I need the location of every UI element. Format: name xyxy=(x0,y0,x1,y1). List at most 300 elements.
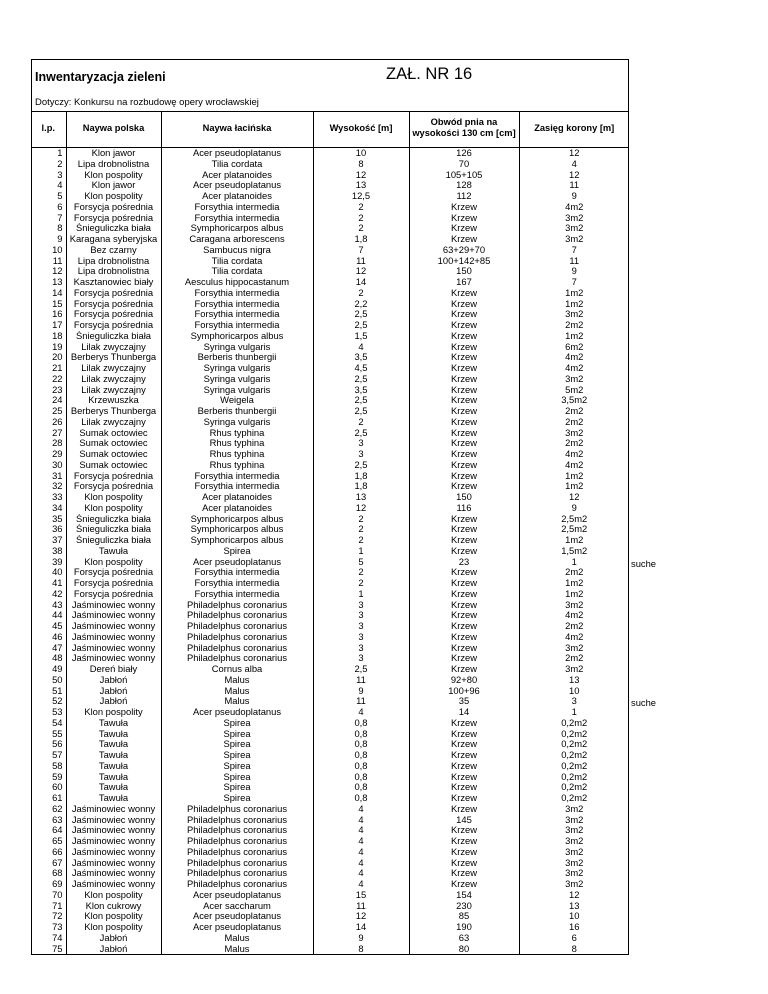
row-name-pl: Jaśminowiec wonny xyxy=(66,879,161,890)
row-girth: Krzew xyxy=(409,643,519,654)
row-girth: Krzew xyxy=(409,471,519,482)
row-lp: 39 xyxy=(52,556,63,567)
row-name-lat: Acer pseudoplatanus xyxy=(161,707,313,718)
row-lp: 74 xyxy=(52,932,63,943)
row-lp: 46 xyxy=(52,631,63,642)
row-crown: 9 xyxy=(519,266,629,277)
row-girth: Krzew xyxy=(409,793,519,804)
row-lp: 3 xyxy=(57,169,63,180)
row-crown: 3m2 xyxy=(519,600,629,611)
table-row xyxy=(31,804,629,815)
row-lp: 28 xyxy=(52,438,63,449)
row-name-pl: Jaśminowiec wonny xyxy=(66,610,161,621)
table-row xyxy=(31,256,629,267)
inventory-table xyxy=(31,111,629,954)
row-height: 15 xyxy=(313,890,409,901)
row-lp: 13 xyxy=(52,277,63,287)
row-lp: 57 xyxy=(52,750,63,760)
row-name-lat: Acer platanoides xyxy=(161,503,313,514)
row-name-lat: Syringa vulgaris xyxy=(161,417,313,428)
row-crown: 3m2 xyxy=(519,428,629,439)
row-height: 13 xyxy=(313,492,409,503)
row-crown: 0,2m2 xyxy=(519,772,629,783)
row-girth: 14 xyxy=(409,707,519,718)
row-girth: Krzew xyxy=(409,395,519,406)
row-lp: 12 xyxy=(52,266,63,277)
row-name-pl: Kasztanowiec biały xyxy=(66,277,161,288)
row-crown: 2,5m2 xyxy=(519,524,629,535)
col-header-height: Wysokość [m] xyxy=(313,111,409,145)
row-name-lat: Symphoricarpos albus xyxy=(161,535,313,546)
row-name-pl: Berberys Thunberga xyxy=(66,352,161,363)
row-name-lat: Spirea xyxy=(161,739,313,750)
row-name-pl: Jaśminowiec wonny xyxy=(66,825,161,836)
row-height: 2 xyxy=(313,288,409,299)
table-row xyxy=(31,449,629,460)
row-girth: 63 xyxy=(409,933,519,944)
row-height: 8 xyxy=(313,944,409,955)
row-girth: Krzew xyxy=(409,535,519,546)
row-name-pl: Klon pospolity xyxy=(66,911,161,922)
row-girth: Krzew xyxy=(409,546,519,557)
row-height: 14 xyxy=(313,922,409,933)
table-row xyxy=(31,438,629,449)
row-height: 10 xyxy=(313,148,409,159)
row-lp: 58 xyxy=(52,760,63,771)
row-lp: 32 xyxy=(52,481,63,492)
row-height: 0,8 xyxy=(313,739,409,750)
row-crown: 2m2 xyxy=(519,406,629,417)
row-name-lat: Philadelphus coronarius xyxy=(161,621,313,632)
row-name-lat: Acer saccharum xyxy=(161,901,313,912)
row-crown: 4 xyxy=(519,159,629,170)
row-name-pl: Forsycja pośrednia xyxy=(66,299,161,310)
table-row xyxy=(31,266,629,277)
row-name-pl: Śnieguliczka biała xyxy=(66,223,161,234)
row-lp: 29 xyxy=(52,449,63,459)
row-name-lat: Rhus typhina xyxy=(161,460,313,471)
row-girth: Krzew xyxy=(409,524,519,535)
row-girth: Krzew xyxy=(409,750,519,761)
row-name-lat: Philadelphus coronarius xyxy=(161,653,313,664)
row-name-lat: Philadelphus coronarius xyxy=(161,836,313,847)
row-name-lat: Acer platanoides xyxy=(161,170,313,181)
row-crown: 4m2 xyxy=(519,202,629,213)
row-name-lat: Tilia cordata xyxy=(161,266,313,277)
table-row xyxy=(31,309,629,320)
row-height: 1 xyxy=(313,589,409,600)
col-header-crown: Zasięg korony [m] xyxy=(519,111,629,145)
row-name-lat: Malus xyxy=(161,933,313,944)
row-girth: 128 xyxy=(409,180,519,191)
row-name-pl: Jaśminowiec wonny xyxy=(66,632,161,643)
row-height: 2 xyxy=(313,223,409,234)
row-name-pl: Jabłoń xyxy=(66,944,161,955)
row-name-lat: Philadelphus coronarius xyxy=(161,847,313,858)
row-lp: 11 xyxy=(52,255,63,266)
table-row xyxy=(31,299,629,310)
row-lp: 2 xyxy=(57,158,63,169)
row-girth: Krzew xyxy=(409,589,519,600)
row-crown: 2,5m2 xyxy=(519,514,629,525)
row-name-pl: Tawuła xyxy=(66,546,161,557)
row-crown: 16 xyxy=(519,922,629,933)
row-lp: 17 xyxy=(52,320,63,330)
row-crown: 3 xyxy=(519,696,629,707)
row-lp: 24 xyxy=(52,395,63,406)
row-girth: Krzew xyxy=(409,449,519,460)
row-height: 12 xyxy=(313,503,409,514)
row-height: 3 xyxy=(313,600,409,611)
row-lp: 40 xyxy=(52,567,63,578)
row-name-lat: Forsythia intermedia xyxy=(161,471,313,482)
row-crown: 13 xyxy=(519,901,629,912)
row-height: 1,8 xyxy=(313,481,409,492)
row-name-lat: Acer pseudoplatanus xyxy=(161,911,313,922)
row-name-lat: Acer pseudoplatanus xyxy=(161,180,313,191)
row-crown: 12 xyxy=(519,170,629,181)
row-lp: 15 xyxy=(52,298,63,309)
row-lp: 67 xyxy=(52,857,63,868)
row-height: 2 xyxy=(313,417,409,428)
table-row xyxy=(31,782,629,793)
row-girth: Krzew xyxy=(409,406,519,417)
row-height: 2 xyxy=(313,567,409,578)
row-lp: 37 xyxy=(52,535,63,545)
row-height: 2 xyxy=(313,514,409,525)
row-lp: 5 xyxy=(57,191,63,201)
row-lp: 52 xyxy=(52,696,63,707)
row-name-pl: Jaśminowiec wonny xyxy=(66,836,161,847)
table-row xyxy=(31,610,629,621)
row-name-lat: Forsythia intermedia xyxy=(161,202,313,213)
row-height: 4 xyxy=(313,879,409,890)
table-row xyxy=(31,858,629,869)
row-crown: 11 xyxy=(519,180,629,191)
row-name-lat: Berberis thunbergii xyxy=(161,352,313,363)
table-row xyxy=(31,428,629,439)
row-height: 0,8 xyxy=(313,729,409,740)
row-girth: Krzew xyxy=(409,772,519,783)
row-name-lat: Forsythia intermedia xyxy=(161,299,313,310)
row-name-pl: Klon pospolity xyxy=(66,707,161,718)
row-crown: 13 xyxy=(519,675,629,686)
row-name-lat: Philadelphus coronarius xyxy=(161,858,313,869)
row-lp: 20 xyxy=(52,352,63,363)
row-height: 0,8 xyxy=(313,782,409,793)
row-name-pl: Lipa drobnolistna xyxy=(66,256,161,267)
row-height: 3 xyxy=(313,653,409,664)
row-name-lat: Forsythia intermedia xyxy=(161,481,313,492)
row-girth: Krzew xyxy=(409,481,519,492)
row-name-pl: Lilak zwyczajny xyxy=(66,374,161,385)
row-name-pl: Śnieguliczka biała xyxy=(66,524,161,535)
row-girth: Krzew xyxy=(409,729,519,740)
row-name-lat: Spirea xyxy=(161,782,313,793)
row-name-pl: Dereń biały xyxy=(66,664,161,675)
row-remark: suche xyxy=(631,697,657,709)
row-crown: 1m2 xyxy=(519,535,629,546)
row-name-pl: Sumak octowiec xyxy=(66,460,161,471)
row-girth: Krzew xyxy=(409,621,519,632)
row-name-lat: Berberis thunbergii xyxy=(161,406,313,417)
table-row xyxy=(31,718,629,729)
row-name-pl: Forsycja pośrednia xyxy=(66,213,161,224)
table-row xyxy=(31,524,629,535)
row-name-pl: Karagana syberyjska xyxy=(66,234,161,245)
row-crown: 9 xyxy=(519,191,629,202)
row-height: 4 xyxy=(313,847,409,858)
row-crown: 7 xyxy=(519,277,629,288)
row-crown: 3,5m2 xyxy=(519,395,629,406)
row-name-pl: Jaśminowiec wonny xyxy=(66,600,161,611)
row-name-pl: Jaśminowiec wonny xyxy=(66,858,161,869)
row-height: 1,5 xyxy=(313,331,409,342)
row-name-lat: Acer pseudoplatanus xyxy=(161,557,313,568)
row-height: 13 xyxy=(313,180,409,191)
row-name-pl: Tawuła xyxy=(66,793,161,804)
row-height: 2 xyxy=(313,524,409,535)
row-crown: 1m2 xyxy=(519,578,629,589)
row-name-lat: Acer platanoides xyxy=(161,191,313,202)
row-girth: Krzew xyxy=(409,600,519,611)
table-row xyxy=(31,761,629,772)
table-row xyxy=(31,836,629,847)
row-lp: 25 xyxy=(52,406,63,416)
row-crown: 1m2 xyxy=(519,481,629,492)
row-name-pl: Sumak octowiec xyxy=(66,428,161,439)
row-girth: 63+29+70 xyxy=(409,245,519,256)
row-lp: 69 xyxy=(52,879,63,889)
row-crown: 9 xyxy=(519,503,629,514)
row-name-pl: Sumak octowiec xyxy=(66,449,161,460)
row-girth: 154 xyxy=(409,890,519,901)
row-girth: 35 xyxy=(409,696,519,707)
row-crown: 5m2 xyxy=(519,385,629,396)
row-name-lat: Rhus typhina xyxy=(161,449,313,460)
row-crown: 3m2 xyxy=(519,815,629,826)
table-row xyxy=(31,223,629,234)
table-row xyxy=(31,567,629,578)
row-girth: Krzew xyxy=(409,309,519,320)
row-lp: 70 xyxy=(52,889,63,900)
row-crown: 12 xyxy=(519,148,629,159)
row-name-lat: Forsythia intermedia xyxy=(161,309,313,320)
row-name-lat: Caragana arborescens xyxy=(161,234,313,245)
row-height: 2 xyxy=(313,202,409,213)
row-height: 11 xyxy=(313,696,409,707)
row-name-pl: Śnieguliczka biała xyxy=(66,535,161,546)
row-girth: 100+142+85 xyxy=(409,256,519,267)
row-crown: 4m2 xyxy=(519,632,629,643)
row-lp: 36 xyxy=(52,524,63,535)
row-girth: 112 xyxy=(409,191,519,202)
table-row xyxy=(31,331,629,342)
row-name-lat: Syringa vulgaris xyxy=(161,385,313,396)
row-name-lat: Malus xyxy=(161,696,313,707)
row-lp: 61 xyxy=(52,793,63,803)
table-row xyxy=(31,944,629,955)
row-height: 4 xyxy=(313,342,409,353)
row-name-lat: Sambucus nigra xyxy=(161,245,313,256)
row-crown: 1m2 xyxy=(519,299,629,310)
row-lp: 68 xyxy=(52,868,63,879)
row-name-pl: Jaśminowiec wonny xyxy=(66,653,161,664)
row-girth: Krzew xyxy=(409,761,519,772)
row-name-pl: Klon pospolity xyxy=(66,503,161,514)
row-lp: 14 xyxy=(52,287,63,298)
row-height: 2,5 xyxy=(313,309,409,320)
row-crown: 0,2m2 xyxy=(519,729,629,740)
row-lp: 53 xyxy=(52,707,63,717)
row-lp: 66 xyxy=(52,846,63,857)
table-row xyxy=(31,696,629,707)
row-name-lat: Symphoricarpos albus xyxy=(161,524,313,535)
row-name-pl: Klon pospolity xyxy=(66,557,161,568)
row-height: 7 xyxy=(313,245,409,256)
row-name-pl: Forsycja pośrednia xyxy=(66,202,161,213)
table-row xyxy=(31,793,629,804)
row-girth: Krzew xyxy=(409,363,519,374)
row-name-pl: Klon cukrowy xyxy=(66,901,161,912)
row-lp: 60 xyxy=(52,782,63,793)
row-name-lat: Acer platanoides xyxy=(161,492,313,503)
row-height: 3 xyxy=(313,643,409,654)
row-height: 9 xyxy=(313,933,409,944)
row-name-lat: Rhus typhina xyxy=(161,428,313,439)
table-row xyxy=(31,643,629,654)
row-height: 0,8 xyxy=(313,793,409,804)
row-crown: 2m2 xyxy=(519,320,629,331)
row-crown: 3m2 xyxy=(519,836,629,847)
row-name-pl: Tawuła xyxy=(66,739,161,750)
table-row xyxy=(31,686,629,697)
row-lp: 51 xyxy=(52,685,63,696)
row-crown: 6m2 xyxy=(519,342,629,353)
row-name-lat: Aesculus hippocastanum xyxy=(161,277,313,288)
row-name-pl: Klon jawor xyxy=(66,180,161,191)
row-lp: 30 xyxy=(52,459,63,470)
row-girth: Krzew xyxy=(409,653,519,664)
row-name-lat: Symphoricarpos albus xyxy=(161,223,313,234)
row-height: 1,8 xyxy=(313,234,409,245)
table-row xyxy=(31,825,629,836)
row-name-lat: Tilia cordata xyxy=(161,159,313,170)
table-row xyxy=(31,148,629,159)
row-name-lat: Philadelphus coronarius xyxy=(161,600,313,611)
row-girth: Krzew xyxy=(409,288,519,299)
document-title: Inwentaryzacja zieleni xyxy=(35,70,166,84)
row-name-lat: Tilia cordata xyxy=(161,256,313,267)
row-girth: 85 xyxy=(409,911,519,922)
row-name-pl: Bez czarny xyxy=(66,245,161,256)
row-crown: 1m2 xyxy=(519,288,629,299)
row-name-lat: Philadelphus coronarius xyxy=(161,610,313,621)
row-crown: 2m2 xyxy=(519,621,629,632)
col-header-name-pl: Naywa polska xyxy=(66,111,161,145)
table-row xyxy=(31,191,629,202)
table-row xyxy=(31,170,629,181)
table-row xyxy=(31,342,629,353)
table-row xyxy=(31,868,629,879)
table-row xyxy=(31,589,629,600)
row-girth: Krzew xyxy=(409,804,519,815)
row-height: 2,5 xyxy=(313,664,409,675)
row-height: 14 xyxy=(313,277,409,288)
row-lp: 35 xyxy=(52,513,63,524)
row-lp: 19 xyxy=(52,341,63,352)
row-crown: 0,2m2 xyxy=(519,739,629,750)
row-crown: 2m2 xyxy=(519,653,629,664)
row-name-lat: Rhus typhina xyxy=(161,438,313,449)
row-girth: 230 xyxy=(409,901,519,912)
table-row xyxy=(31,159,629,170)
table-row xyxy=(31,600,629,611)
row-name-pl: Jaśminowiec wonny xyxy=(66,804,161,815)
row-lp: 41 xyxy=(52,578,63,588)
row-girth: Krzew xyxy=(409,782,519,793)
row-name-pl: Sumak octowiec xyxy=(66,438,161,449)
row-lp: 9 xyxy=(57,234,63,244)
row-lp: 27 xyxy=(52,427,63,438)
row-name-pl: Forsycja pośrednia xyxy=(66,320,161,331)
row-crown: 0,2m2 xyxy=(519,718,629,729)
row-crown: 3m2 xyxy=(519,223,629,234)
row-name-lat: Forsythia intermedia xyxy=(161,288,313,299)
row-height: 4 xyxy=(313,825,409,836)
row-girth: Krzew xyxy=(409,374,519,385)
row-crown: 3m2 xyxy=(519,664,629,675)
row-lp: 23 xyxy=(52,384,63,395)
row-crown: 10 xyxy=(519,911,629,922)
row-girth: Krzew xyxy=(409,567,519,578)
row-crown: 1,5m2 xyxy=(519,546,629,557)
row-girth: 145 xyxy=(409,815,519,826)
table-row xyxy=(31,901,629,912)
row-girth: Krzew xyxy=(409,213,519,224)
row-lp: 6 xyxy=(57,201,63,212)
row-name-pl: Śnieguliczka biała xyxy=(66,514,161,525)
row-lp: 26 xyxy=(52,416,63,427)
row-lp: 59 xyxy=(52,771,63,782)
row-girth: 80 xyxy=(409,944,519,955)
table-row xyxy=(31,911,629,922)
row-name-lat: Syringa vulgaris xyxy=(161,374,313,385)
row-name-lat: Philadelphus coronarius xyxy=(161,643,313,654)
row-lp: 21 xyxy=(52,363,63,373)
row-name-lat: Malus xyxy=(161,944,313,955)
row-name-lat: Acer pseudoplatanus xyxy=(161,148,313,159)
row-name-pl: Forsycja pośrednia xyxy=(66,471,161,482)
row-height: 2,5 xyxy=(313,395,409,406)
row-name-pl: Klon jawor xyxy=(66,148,161,159)
row-crown: 1 xyxy=(519,557,629,568)
row-crown: 12 xyxy=(519,890,629,901)
row-crown: 3m2 xyxy=(519,868,629,879)
row-name-pl: Jabłoń xyxy=(66,933,161,944)
row-girth: Krzew xyxy=(409,331,519,342)
row-girth: Krzew xyxy=(409,460,519,471)
table-row xyxy=(31,471,629,482)
row-crown: 4m2 xyxy=(519,460,629,471)
row-lp: 62 xyxy=(52,803,63,814)
row-girth: Krzew xyxy=(409,223,519,234)
row-name-pl: Lilak zwyczajny xyxy=(66,342,161,353)
table-row xyxy=(31,460,629,471)
table-row xyxy=(31,277,629,288)
row-crown: 0,2m2 xyxy=(519,782,629,793)
row-height: 8 xyxy=(313,159,409,170)
